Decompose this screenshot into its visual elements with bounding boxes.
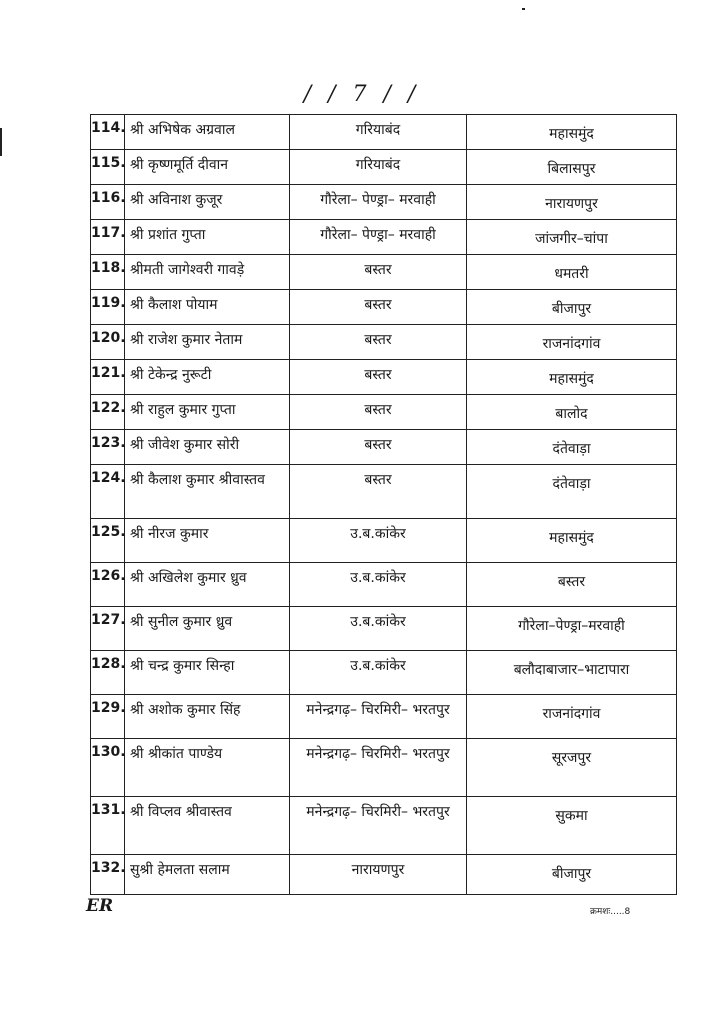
new-posting-cell: नारायणपुर: [467, 185, 677, 220]
officer-name-cell: श्री राहुल कुमार गुप्ता: [125, 395, 290, 430]
current-posting-cell: बस्तर: [290, 255, 467, 290]
new-posting-cell: सूरजपुर: [467, 739, 677, 797]
officer-name-cell: श्री जीवेश कुमार सोरी: [125, 430, 290, 465]
page-number: / / 7 / /: [303, 82, 421, 107]
officer-name-cell: श्री कृष्णमूर्ति दीवान: [125, 150, 290, 185]
table-row: [91, 360, 677, 395]
current-posting-cell: बस्तर: [290, 395, 467, 430]
serial-number-cell: 126.: [91, 563, 125, 607]
current-posting-cell: गरियाबंद: [290, 115, 467, 150]
table-row: [91, 430, 677, 465]
serial-number-cell: 125.: [91, 519, 125, 563]
new-posting-cell: बलौदाबाजार–भाटापारा: [467, 651, 677, 695]
new-posting-cell: बीजापुर: [467, 855, 677, 895]
posting-table-body: [91, 115, 677, 895]
table-row: [91, 797, 677, 855]
serial-number-cell: 124.: [91, 465, 125, 519]
new-posting-cell: सुकमा: [467, 797, 677, 855]
table-row: [91, 395, 677, 430]
new-posting-cell: महासमुंद: [467, 519, 677, 563]
table-row: [91, 255, 677, 290]
scan-edge-mark: [0, 128, 2, 156]
posting-table: [90, 114, 677, 895]
table-row: [91, 290, 677, 325]
officer-name-cell: श्री अखिलेश कुमार ध्रुव: [125, 563, 290, 607]
scan-speck: [522, 8, 525, 10]
new-posting-cell: बस्तर: [467, 563, 677, 607]
serial-number-cell: 117.: [91, 220, 125, 255]
current-posting-cell: बस्तर: [290, 360, 467, 395]
continuation-note: क्रमशः.....8: [590, 907, 631, 917]
new-posting-cell: दंतेवाड़ा: [467, 465, 677, 519]
current-posting-cell: मनेन्द्रगढ़– चिरमिरी– भरतपुर: [290, 797, 467, 855]
current-posting-cell: उ.ब.कांकेर: [290, 563, 467, 607]
new-posting-cell: महासमुंद: [467, 360, 677, 395]
new-posting-cell: जांजगीर–चांपा: [467, 220, 677, 255]
table-row: [91, 220, 677, 255]
current-posting-cell: उ.ब.कांकेर: [290, 519, 467, 563]
officer-name-cell: श्री नीरज कुमार: [125, 519, 290, 563]
current-posting-cell: बस्तर: [290, 325, 467, 360]
table-row: [91, 519, 677, 563]
current-posting-cell: उ.ब.कांकेर: [290, 607, 467, 651]
table-row: [91, 855, 677, 895]
current-posting-cell: मनेन्द्रगढ़– चिरमिरी– भरतपुर: [290, 695, 467, 739]
new-posting-cell: गौरेला–पेण्ड्रा–मरवाही: [467, 607, 677, 651]
new-posting-cell: बालोद: [467, 395, 677, 430]
table-row: [91, 695, 677, 739]
serial-number-cell: 114.: [91, 115, 125, 150]
serial-number-cell: 121.: [91, 360, 125, 395]
serial-number-cell: 120.: [91, 325, 125, 360]
table-row: [91, 185, 677, 220]
officer-name-cell: श्री अभिषेक अग्रवाल: [125, 115, 290, 150]
table-row: [91, 325, 677, 360]
officer-name-cell: श्रीमती जागेश्वरी गावड़े: [125, 255, 290, 290]
current-posting-cell: बस्तर: [290, 430, 467, 465]
officer-name-cell: श्री चन्द्र कुमार सिन्हा: [125, 651, 290, 695]
current-posting-cell: उ.ब.कांकेर: [290, 651, 467, 695]
current-posting-cell: गौरेला– पेण्ड्रा– मरवाही: [290, 185, 467, 220]
table-row: [91, 563, 677, 607]
officer-name-cell: श्री कैलाश कुमार श्रीवास्तव: [125, 465, 290, 519]
new-posting-cell: धमतरी: [467, 255, 677, 290]
officer-name-cell: श्री श्रीकांत पाण्डेय: [125, 739, 290, 797]
officer-name-cell: श्री राजेश कुमार नेताम: [125, 325, 290, 360]
officer-name-cell: श्री टेकेन्द्र नुरूटी: [125, 360, 290, 395]
table-row: [91, 651, 677, 695]
new-posting-cell: दंतेवाड़ा: [467, 430, 677, 465]
serial-number-cell: 128.: [91, 651, 125, 695]
table-row: [91, 465, 677, 519]
table-row: [91, 739, 677, 797]
serial-number-cell: 119.: [91, 290, 125, 325]
officer-name-cell: श्री विप्लव श्रीवास्तव: [125, 797, 290, 855]
table-row: [91, 150, 677, 185]
serial-number-cell: 130.: [91, 739, 125, 797]
new-posting-cell: बिलासपुर: [467, 150, 677, 185]
current-posting-cell: बस्तर: [290, 465, 467, 519]
table-row: [91, 115, 677, 150]
marginal-initials: ER: [86, 896, 114, 916]
table-row: [91, 607, 677, 651]
new-posting-cell: बीजापुर: [467, 290, 677, 325]
serial-number-cell: 115.: [91, 150, 125, 185]
serial-number-cell: 129.: [91, 695, 125, 739]
new-posting-cell: राजनांदगांव: [467, 325, 677, 360]
serial-number-cell: 131.: [91, 797, 125, 855]
officer-name-cell: श्री अशोक कुमार सिंह: [125, 695, 290, 739]
serial-number-cell: 118.: [91, 255, 125, 290]
officer-name-cell: सुश्री हेमलता सलाम: [125, 855, 290, 895]
officer-name-cell: श्री प्रशांत गुप्ता: [125, 220, 290, 255]
officer-name-cell: श्री सुनील कुमार ध्रुव: [125, 607, 290, 651]
serial-number-cell: 122.: [91, 395, 125, 430]
serial-number-cell: 132.: [91, 855, 125, 895]
new-posting-cell: महासमुंद: [467, 115, 677, 150]
serial-number-cell: 123.: [91, 430, 125, 465]
serial-number-cell: 127.: [91, 607, 125, 651]
current-posting-cell: बस्तर: [290, 290, 467, 325]
serial-number-cell: 116.: [91, 185, 125, 220]
current-posting-cell: गौरेला– पेण्ड्रा– मरवाही: [290, 220, 467, 255]
current-posting-cell: नारायणपुर: [290, 855, 467, 895]
current-posting-cell: गरियाबंद: [290, 150, 467, 185]
new-posting-cell: राजनांदगांव: [467, 695, 677, 739]
officer-name-cell: श्री कैलाश पोयाम: [125, 290, 290, 325]
officer-name-cell: श्री अविनाश कुजूर: [125, 185, 290, 220]
current-posting-cell: मनेन्द्रगढ़– चिरमिरी– भरतपुर: [290, 739, 467, 797]
